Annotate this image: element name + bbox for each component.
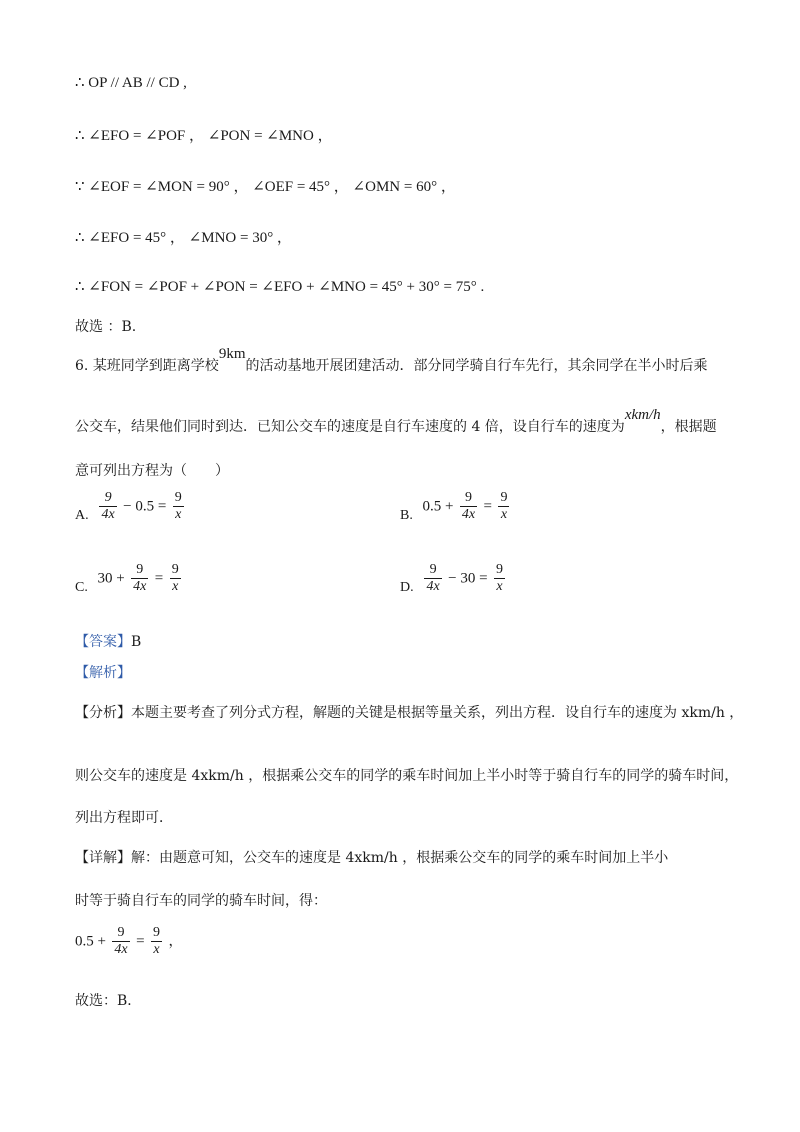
detail-equation bbox=[75, 925, 182, 958]
option-d-frac-2: $\frac{9}{x}$ bbox=[496, 562, 503, 595]
analysis-line-3: 列出方程即可． bbox=[75, 810, 173, 826]
question-text-c: 公交车，结果他们同时到达．已知公交车的速度是自行车速度的 4 倍，设自行车的速度为 bbox=[75, 419, 625, 435]
option-a-mid: − 0.5 = bbox=[123, 498, 167, 515]
option-c-frac-2: $\frac{9}{x}$ bbox=[171, 562, 179, 595]
speed-value: xkm/h bbox=[624, 407, 661, 423]
prev-choice: 故选 ：B. bbox=[75, 319, 137, 335]
detail-eq-pre: 0.5 + bbox=[75, 933, 106, 950]
question-text-d: ，根据题 bbox=[660, 419, 717, 435]
option-c-label: C. bbox=[75, 579, 88, 595]
question-line-1 bbox=[75, 346, 708, 375]
detail-eq-frac-2: $\frac{9}{x}$ bbox=[153, 925, 161, 958]
detail-choice: 故选：B． bbox=[75, 993, 142, 1009]
answer-line bbox=[75, 631, 141, 651]
proof-line-4: ∴ ∠EFO = 45° ， ∠MNO = 30° ， bbox=[75, 230, 292, 246]
option-c[interactable] bbox=[75, 562, 183, 595]
question-text-a: 某班同学到距离学校 bbox=[92, 358, 219, 374]
option-b-mid: = bbox=[483, 498, 493, 515]
detail-line-1: 【详解】解：由题意可知，公交车的速度是 4xkm/h ，根据乘公交车的同学的乘车时间加上半小 bbox=[75, 850, 669, 866]
option-a[interactable] bbox=[75, 490, 186, 523]
distance-value: 9km bbox=[218, 346, 246, 362]
answer-value: B bbox=[131, 634, 142, 650]
option-b-frac-2: $\frac{9}{x}$ bbox=[500, 490, 508, 523]
option-d-frac-1: $\frac{9}{4x}$ bbox=[426, 562, 440, 595]
option-d-mid: − 30 = bbox=[448, 570, 488, 587]
question-line-2 bbox=[75, 407, 717, 436]
option-b-pre: 0.5 + bbox=[422, 498, 454, 515]
option-d-label: D. bbox=[400, 579, 414, 595]
proof-line-3: ∵ ∠EOF = ∠MON = 90° ， ∠OEF = 45° ， ∠OMN = 60° ， bbox=[75, 179, 456, 195]
option-b-label: B. bbox=[400, 507, 413, 523]
analysis-tag: 【解析】 bbox=[75, 665, 131, 681]
analysis-line-1: 【分析】本题主要考查了列分式方程，解题的关键是根据等量关系，列出方程．设自行车的速度为 xkm/h ， bbox=[75, 705, 744, 721]
detail-eq-mid: = bbox=[136, 933, 145, 950]
answer-tag: 【答案】 bbox=[75, 634, 131, 650]
option-b-frac-1: $\frac{9}{4x}$ bbox=[461, 490, 476, 523]
option-d[interactable] bbox=[400, 562, 507, 595]
question-text-b: 的活动基地开展团建活动．部分同学骑自行车先行，其余同学在半小时后乘 bbox=[245, 358, 708, 374]
question-number: 6. bbox=[75, 358, 89, 374]
proof-line-1: ∴ OP // AB // CD , bbox=[75, 75, 187, 91]
option-a-frac-2: $\frac{9}{x}$ bbox=[174, 490, 182, 523]
option-c-frac-1: $\frac{9}{4x}$ bbox=[133, 562, 147, 595]
option-c-pre: 30 + bbox=[97, 570, 125, 587]
option-c-mid: = bbox=[154, 570, 164, 587]
analysis-line-2: 则公交车的速度是 4xkm/h ，根据乘公交车的同学的乘车时间加上半小时等于骑自行车的同学的骑车时间， bbox=[75, 768, 739, 784]
proof-line-2: ∴ ∠EFO = ∠POF ， ∠PON = ∠MNO ， bbox=[75, 128, 333, 144]
question-line-3: 意可列出方程为（ ） bbox=[75, 463, 229, 479]
option-a-frac-1: $\frac{9}{4x}$ bbox=[101, 490, 115, 523]
option-a-label: A. bbox=[75, 507, 89, 523]
detail-eq-frac-1: $\frac{9}{4x}$ bbox=[114, 925, 128, 958]
detail-eq-post: ， bbox=[168, 933, 183, 950]
option-b[interactable] bbox=[400, 490, 511, 523]
detail-line-2: 时等于骑自行车的同学的骑车时间，得： bbox=[75, 893, 327, 909]
proof-line-5: ∴ ∠FON = ∠POF + ∠PON = ∠EFO + ∠MNO = 45° + 30° = 75° . bbox=[75, 279, 485, 295]
